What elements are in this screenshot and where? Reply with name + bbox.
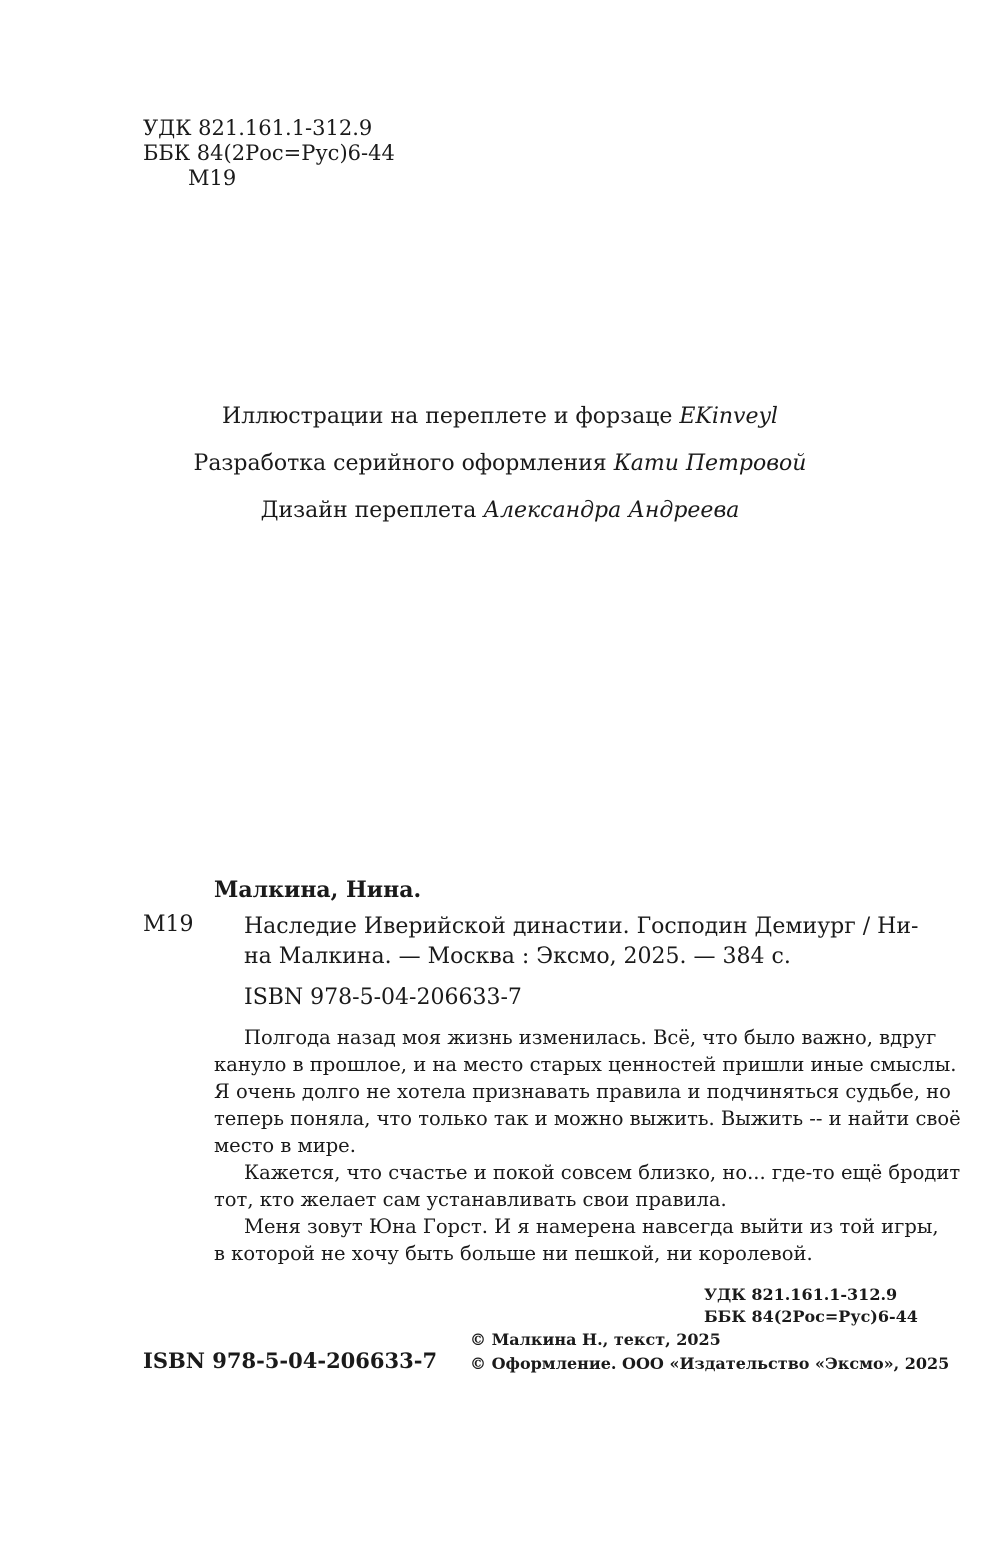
footer-bbk: ББК 84(2Рос=Рус)6-44: [704, 1307, 918, 1326]
biblio-line-1: Наследие Иверийской династии. Господин Демиург / Ни-: [244, 914, 919, 939]
biblio-author: Малкина, Нина.: [214, 877, 422, 903]
credit-cover-design-label: Дизайн переплета: [260, 498, 477, 523]
annotation-line: Я очень долго не хотела признавать правила и подчиняться судьбе, но: [214, 1080, 951, 1103]
credit-series-design-name: Кати Петровой: [613, 451, 807, 476]
annotation-line: тот, кто желает сам устанавливать свои правила.: [214, 1188, 727, 1211]
annotation-line: Полгода назад моя жизнь изменилась. Всё, что было важно, вдруг: [244, 1026, 937, 1049]
biblio-author-code: М19: [143, 912, 194, 937]
biblio-record: [244, 912, 919, 972]
annotation-line: Меня зовут Юна Горст. И я намерена навсегда выйти из той игры,: [244, 1215, 939, 1238]
footer-classification: [704, 1284, 918, 1328]
annotation-line: место в мире.: [214, 1134, 356, 1157]
annotation-paragraph-1: [214, 1024, 961, 1159]
annotation-paragraph-3: [214, 1213, 939, 1267]
credit-illustrations: [0, 404, 1000, 429]
annotation-line: в которой не хочу быть больше ни пешкой, ни королевой.: [214, 1242, 813, 1265]
bbk-code: ББК 84(2Рос=Рус)6-44: [143, 141, 395, 165]
credit-illustrations-label: Иллюстрации на переплете и форзаце: [222, 404, 673, 429]
credit-illustrations-name: EKinveyl: [679, 404, 778, 429]
annotation-line: теперь поняла, что только так и можно выжить. Выжить -- и найти своё: [214, 1107, 961, 1130]
credit-series-design-label: Разработка серийного оформления: [193, 451, 607, 476]
copyright-design: © Оформление. ООО «Издательство «Эксмо», 2025: [470, 1354, 950, 1373]
author-code: М19: [188, 166, 237, 190]
annotation-line: Кажется, что счастье и покой совсем близко, но... где-то ещё бродит: [244, 1161, 961, 1184]
udk-code: УДК 821.161.1-312.9: [143, 116, 373, 140]
top-classification: [143, 116, 395, 191]
biblio-line-2: на Малкина. — Москва : Эксмо, 2025. — 384 с.: [244, 944, 791, 969]
credit-cover-design-name: Александра Андреева: [483, 498, 740, 523]
annotation-line: кануло в прошлое, и на место старых ценностей пришли иные смыслы.: [214, 1053, 957, 1076]
copyright-block: [470, 1328, 949, 1376]
footer-udk: УДК 821.161.1-312.9: [704, 1285, 898, 1304]
annotation-paragraph-2: [214, 1159, 961, 1213]
credit-series-design: [0, 451, 1000, 476]
credit-cover-design: [0, 498, 1000, 523]
copyright-text: © Малкина Н., текст, 2025: [470, 1330, 721, 1349]
footer-isbn: ISBN 978-5-04-206633-7: [143, 1348, 438, 1373]
annotation: [214, 1024, 961, 1267]
biblio-isbn: ISBN 978-5-04-206633-7: [244, 985, 522, 1010]
